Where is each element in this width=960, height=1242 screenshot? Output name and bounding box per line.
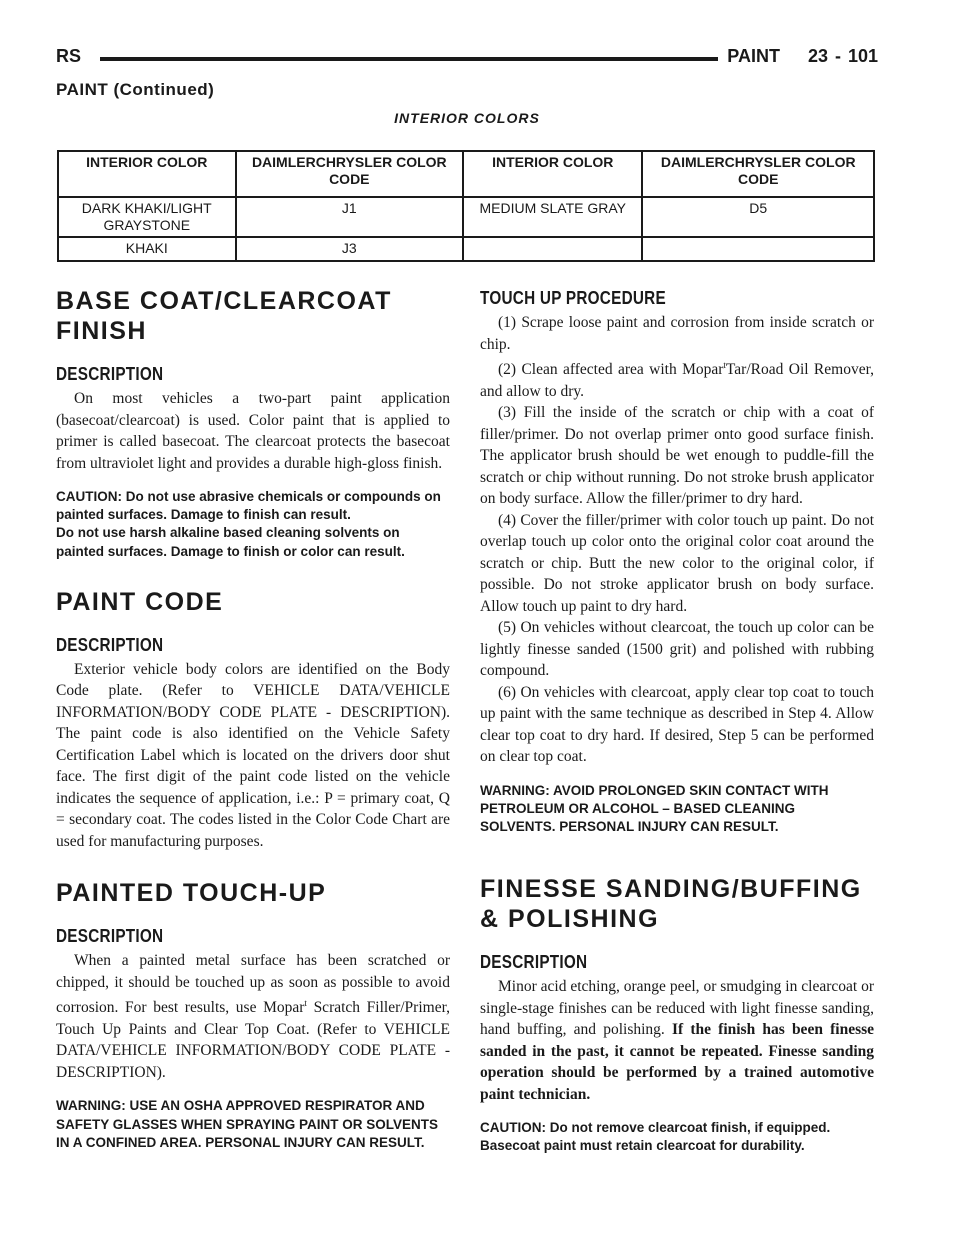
table-cell: [463, 237, 642, 261]
table-row: [58, 197, 874, 237]
touch-up-description: [56, 950, 450, 1083]
table-row: [58, 237, 874, 261]
procedure-step: [480, 355, 874, 402]
subheading-description: DESCRIPTION: [480, 952, 588, 973]
subheading-description: DESCRIPTION: [56, 926, 164, 947]
table-cell: D5: [642, 197, 874, 237]
finesse-description-text: Minor acid etching, orange peel, or smudging in clearcoat or single-stage finishes can be reduced with light finesse sanding, hand buffing, and polishing.: [480, 978, 874, 1039]
touch-up-text-a: When a painted metal surface has been scratched or chipped, it should be touched up as soon as possible to avoid corrosion. For best results, use Mopar: [56, 952, 450, 1017]
table-cell: MEDIUM SLATE GRAY: [463, 197, 642, 237]
trademark-mark: t: [304, 998, 307, 1009]
procedure-step: (6) On vehicles with clearcoat, apply clear top coat to touch up paint with the same technique as described in Step 4. Allow clear top coat to dry hard. If desired, Step 5 can be performed on clear top coat.: [480, 683, 874, 766]
interior-colors-table: [57, 150, 875, 262]
section-title-base-coat: BASE COAT/CLEARCOAT FINISH: [56, 287, 392, 345]
procedure-step-2-text-b: Tar/Road Oil Remover, and allow to dry.: [480, 361, 874, 400]
procedure-step-2-text: (2) Clean affected area with Mopar: [498, 361, 724, 379]
section-title-paint-code: PAINT CODE: [56, 587, 224, 616]
finesse-description: [480, 976, 874, 1105]
base-coat-description: On most vehicles a two-part paint application (basecoat/clearcoat) is used. Color paint that is applied to primer is called basecoat. The clearcoat protects the basecoat from ultraviolet light and provides a durable high-gloss finish.: [56, 390, 450, 472]
warning-text: WARNING: USE AN OSHA APPROVED RESPIRATOR AND SAFETY GLASSES WHEN SPRAYING PAINT OR SOLVENTS IN A CONFINED AREA. PERSONAL INJURY CAN RESULT.: [56, 1098, 439, 1150]
procedure-step: (1) Scrape loose paint and corrosion from inside scratch or chip.: [480, 314, 874, 353]
warning-text: WARNING: AVOID PROLONGED SKIN CONTACT WITH PETROLEUM OR ALCOHOL – BASED CLEANING SOLVENTS. PERSONAL INJURY CAN RESULT.: [480, 782, 829, 835]
header-section-code: RS: [56, 46, 82, 66]
left-column: [56, 286, 450, 1152]
trademark-mark: t: [723, 360, 726, 370]
section-title-touch-up: PAINTED TOUCH-UP: [56, 879, 327, 908]
right-column: [480, 288, 874, 1156]
finesse-description-bold: If the finish has been finesse sanded in the past, it cannot be repeated. Finesse sanding operation should be performed by a trained automotive paint technician.: [480, 1021, 875, 1103]
page-header: [56, 46, 878, 72]
paint-code-description: Exterior vehicle body colors are identified on the Body Code plate. (Refer to VEHICLE DATA/VEHICLE INFORMATION/BODY CODE PLATE - DESCRIPTION). The paint code is also identified on the Vehicle Safety Certification Label which is located on the drivers door shut face. The first digit of the paint code listed on the vehicle indicates the sequence of application, i.e.: P = primary coat, Q = secondary coat. The codes listed in the Color Code Chart are used for manufacturing purposes.: [56, 660, 450, 850]
header-rule: [100, 57, 718, 61]
procedure-step: (3) Fill the inside of the scratch or chip with a coat of filler/primer. Do not overlap primer onto good surface finish. The applicator brush should be wet enough to puddle-fill the scratch or chip without running. Do not stroke brush applicator on body surface. Allow the filler/primer to dry hard.: [480, 404, 874, 508]
table-cell: DARK KHAKI/LIGHT GRAYSTONE: [58, 197, 236, 237]
table-header-cell: DAIMLERCHRYSLER COLOR CODE: [236, 151, 464, 197]
table-cell: KHAKI: [58, 237, 236, 261]
table-header-cell: INTERIOR COLOR: [58, 151, 236, 197]
table-cell: [642, 237, 874, 261]
subheading-description: DESCRIPTION: [56, 364, 164, 384]
table-header-row: [58, 151, 874, 197]
table-header-cell: DAIMLERCHRYSLER COLOR CODE: [642, 151, 874, 197]
continued-heading: PAINT (Continued): [56, 80, 215, 99]
header-page-ref: PAINT 23 - 101: [727, 46, 878, 66]
table-title: INTERIOR COLORS: [394, 110, 540, 126]
procedure-step: (4) Cover the filler/primer with color touch up paint. Do not overlap touch up color onto the original color coat around the scratch or chip. Butt the new color to the original color, if possible. Do not stroke applicator brush on body surface. Allow touch up paint to dry hard.: [480, 511, 874, 615]
caution-text: Do not use harsh alkaline based cleaning solvents on painted surfaces. Damage to finish or color can result.: [56, 525, 405, 559]
subheading-touch-up-procedure: TOUCH UP PROCEDURE: [480, 288, 666, 308]
table-cell: J3: [236, 237, 464, 261]
table-cell: J1: [236, 197, 464, 237]
table-header-cell: INTERIOR COLOR: [463, 151, 642, 197]
caution-text: CAUTION: Do not use abrasive chemicals or compounds on painted surfaces. Damage to finish can result.: [56, 489, 441, 523]
subheading-description: DESCRIPTION: [56, 634, 164, 655]
section-title-finesse: FINESSE SANDING/BUFFING & POLISHING: [480, 875, 862, 934]
procedure-step: (5) On vehicles without clearcoat, the touch up color can be lightly finesse sanded (1500 grit) and polished with rubbing compound.: [480, 619, 874, 680]
caution-text: CAUTION: Do not remove clearcoat finish, if equipped. Basecoat paint must retain clearcoat for durability.: [480, 1120, 831, 1154]
touch-up-text-b: Scratch Filler/Primer, Touch Up Paints and Clear Top Coat. (Refer to VEHICLE DATA/VEHICLE INFORMATION/BODY CODE PLATE - DESCRIPTION).: [56, 999, 450, 1081]
